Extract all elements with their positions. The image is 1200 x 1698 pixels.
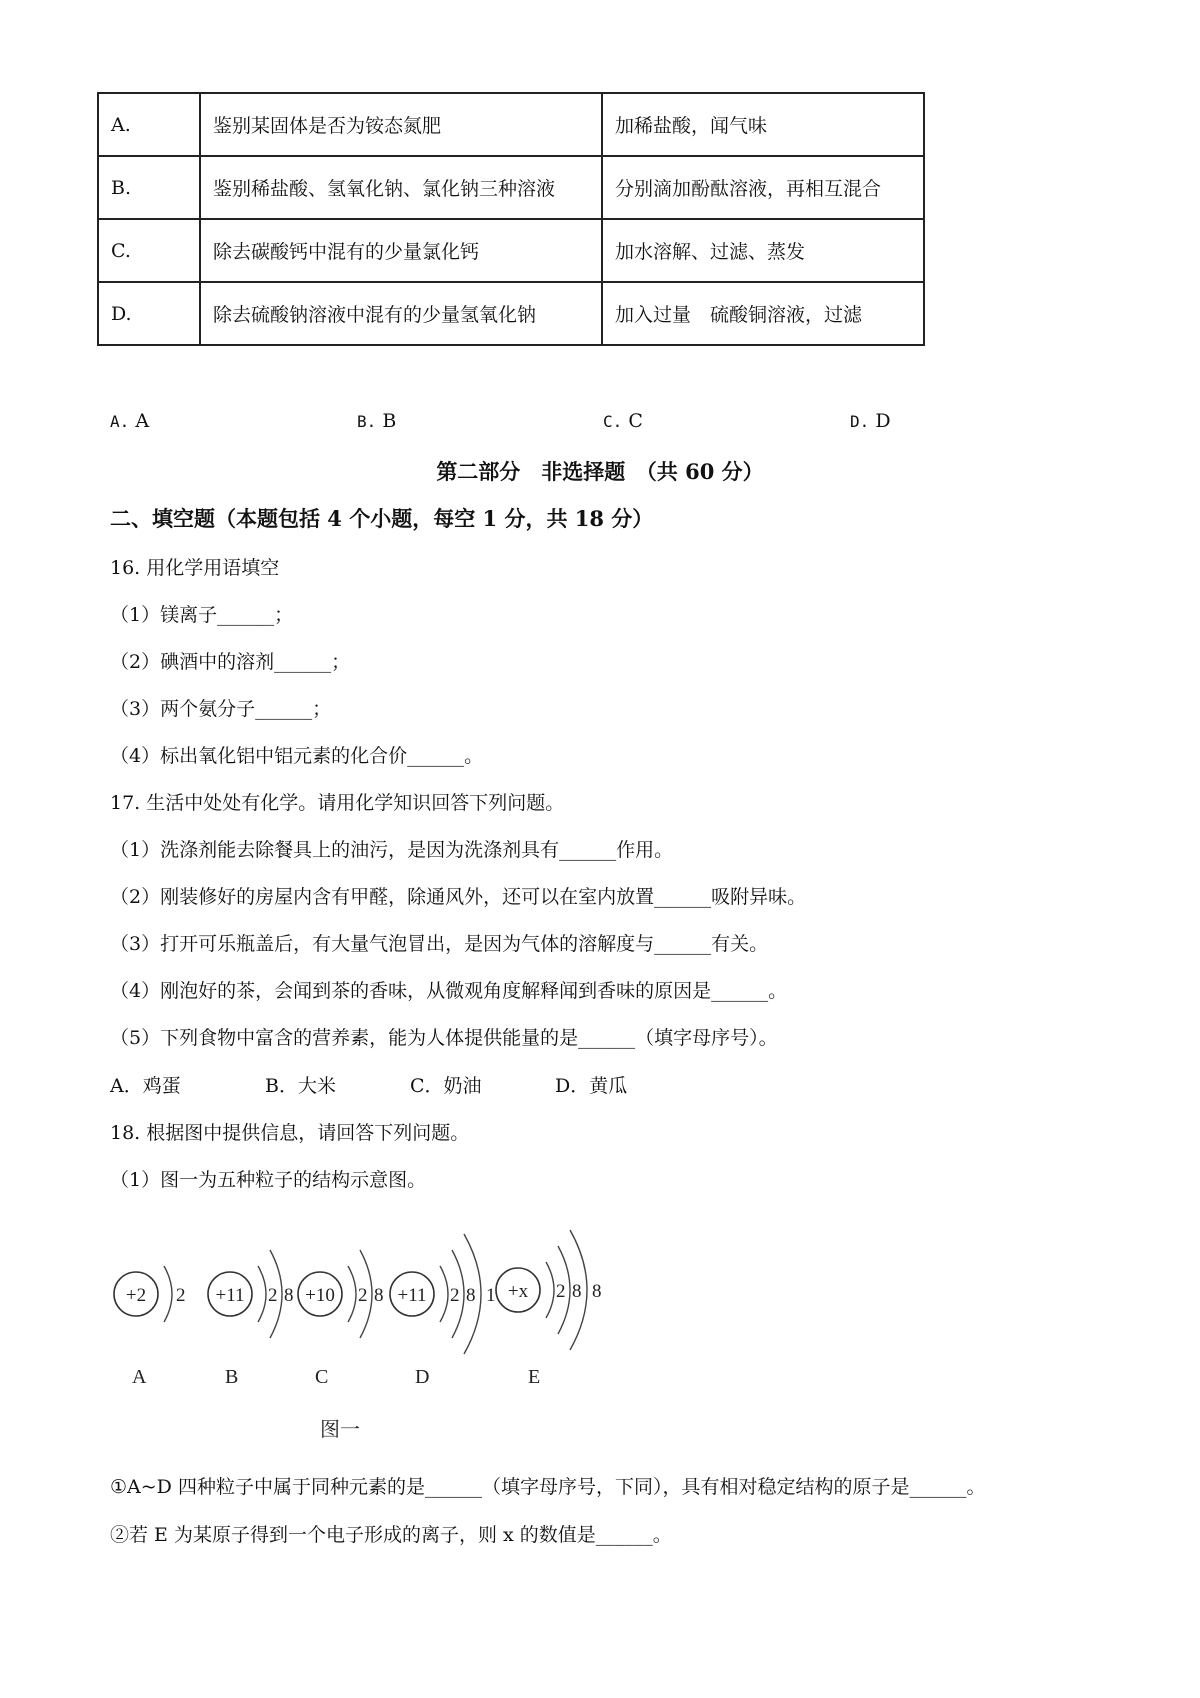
table-row <box>98 93 924 156</box>
table-row <box>98 282 924 345</box>
method-cell: 加水溶解、过滤、蒸发 <box>602 219 924 282</box>
q17-option-a: A．鸡蛋 <box>110 1075 181 1097</box>
options-table <box>97 92 925 346</box>
part2-title: 第二部分 非选择题 （共 60 分） <box>436 459 764 484</box>
shell-electrons: 1 <box>486 1285 496 1306</box>
q16-item-3: （3）两个氨分子______； <box>110 698 332 720</box>
figure-caption: 图一 <box>320 1417 360 1441</box>
q17-item-4: （4）刚泡好的茶，会闻到茶的香味，从微观角度解释闻到香味的原因是______。 <box>110 980 788 1002</box>
choice-key: D. <box>850 412 870 431</box>
nucleus-charge: +10 <box>305 1285 335 1306</box>
q17-item-5: （5）下列食物中富含的营养素，能为人体提供能量的是______（填字母序号）。 <box>110 1027 778 1049</box>
q16-item-4: （4）标出氧化铝中铝元素的化合价______。 <box>110 745 484 767</box>
choice-d[interactable] <box>850 410 891 432</box>
q17-item-3: （3）打开可乐瓶盖后，有大量气泡冒出，是因为气体的溶解度与______有关。 <box>110 933 769 955</box>
q18-question-1: ①A~D 四种粒子中属于同种元素的是______（填字母序号，下同），具有相对稳定结构的原子是______。 <box>110 1476 986 1498</box>
electron-shell-arc <box>348 1266 356 1322</box>
option-label-cell: D. <box>98 282 200 345</box>
choice-value: A <box>135 410 150 432</box>
particle-letter: B <box>225 1366 239 1388</box>
q17-option-b: B．大米 <box>265 1075 336 1097</box>
electron-shell-arc <box>546 1262 554 1318</box>
purpose-cell: 除去硫酸钠溶液中混有的少量氢氧化钠 <box>200 282 602 345</box>
electron-shell-arc <box>258 1266 266 1322</box>
q16-item-1: （1）镁离子______； <box>110 604 294 626</box>
choice-b[interactable] <box>357 410 396 432</box>
particle-structure-figure <box>108 1228 668 1468</box>
q17-stem: 17. 生活中处处有化学。请用化学知识回答下列问题。 <box>110 792 565 814</box>
nucleus-charge: +2 <box>125 1285 147 1306</box>
particle-c <box>298 1250 384 1388</box>
shell-electrons: 2 <box>358 1285 368 1306</box>
q18-question-2: ②若 E 为某原子得到一个电子形成的离子，则 x 的数值是______。 <box>110 1524 672 1546</box>
particle-e <box>496 1230 602 1388</box>
shell-electrons: 8 <box>374 1285 384 1306</box>
choice-value: D <box>875 410 891 432</box>
table-row <box>98 219 924 282</box>
shell-electrons: 8 <box>284 1285 294 1306</box>
q17-option-d: D．黄瓜 <box>555 1075 628 1097</box>
particle-a <box>114 1266 186 1388</box>
shell-electrons: 8 <box>466 1285 476 1306</box>
choice-value: C <box>628 410 643 432</box>
particle-letter: E <box>528 1366 541 1388</box>
choice-a[interactable] <box>110 410 149 432</box>
q17-item-2: （2）刚装修好的房屋内含有甲醛，除通风外，还可以在室内放置______吸附异味。 <box>110 886 807 908</box>
choice-key: B. <box>357 412 377 431</box>
choice-key: A. <box>110 412 130 431</box>
purpose-cell: 鉴别某固体是否为铵态氮肥 <box>200 93 602 156</box>
q18-stem: 18. 根据图中提供信息，请回答下列问题。 <box>110 1122 470 1144</box>
choice-c[interactable] <box>603 410 643 432</box>
method-cell: 加入过量 硫酸铜溶液，过滤 <box>602 282 924 345</box>
option-label-cell: A. <box>98 93 200 156</box>
shell-electrons: 2 <box>176 1285 186 1306</box>
option-label-cell: B. <box>98 156 200 219</box>
particle-letter: D <box>415 1366 430 1388</box>
shell-electrons: 2 <box>556 1281 566 1302</box>
table-row <box>98 156 924 219</box>
shell-electrons: 8 <box>592 1281 602 1302</box>
method-cell: 分别滴加酚酞溶液，再相互混合 <box>602 156 924 219</box>
shell-electrons: 8 <box>572 1281 582 1302</box>
particle-letter: A <box>132 1366 147 1388</box>
q18-sub1: （1）图一为五种粒子的结构示意图。 <box>110 1169 427 1191</box>
electron-shell-arc <box>440 1266 448 1322</box>
q16-item-2: （2）碘酒中的溶剂______； <box>110 651 351 673</box>
particle-b <box>208 1250 294 1388</box>
nucleus-charge: +11 <box>397 1285 427 1306</box>
q16-stem: 16. 用化学用语填空 <box>110 557 280 579</box>
option-label-cell: C. <box>98 219 200 282</box>
q17-item-1: （1）洗涤剂能去除餐具上的油污，是因为洗涤剂具有______作用。 <box>110 839 674 861</box>
particle-d <box>390 1234 496 1388</box>
choice-value: B <box>382 410 397 432</box>
particle-letter: C <box>315 1366 329 1388</box>
method-cell: 加稀盐酸，闻气味 <box>602 93 924 156</box>
nucleus-charge: +11 <box>215 1285 245 1306</box>
electron-shell-arc <box>164 1266 172 1322</box>
purpose-cell: 除去碳酸钙中混有的少量氯化钙 <box>200 219 602 282</box>
shell-electrons: 2 <box>450 1285 460 1306</box>
shell-electrons: 2 <box>268 1285 278 1306</box>
q17-option-c: C．奶油 <box>410 1075 482 1097</box>
nucleus-charge: +x <box>507 1281 529 1302</box>
choice-key: C. <box>603 412 623 431</box>
purpose-cell: 鉴别稀盐酸、氢氧化钠、氯化钠三种溶液 <box>200 156 602 219</box>
section2-title: 二、填空题（本题包括 4 个小题，每空 1 分，共 18 分） <box>110 506 654 531</box>
